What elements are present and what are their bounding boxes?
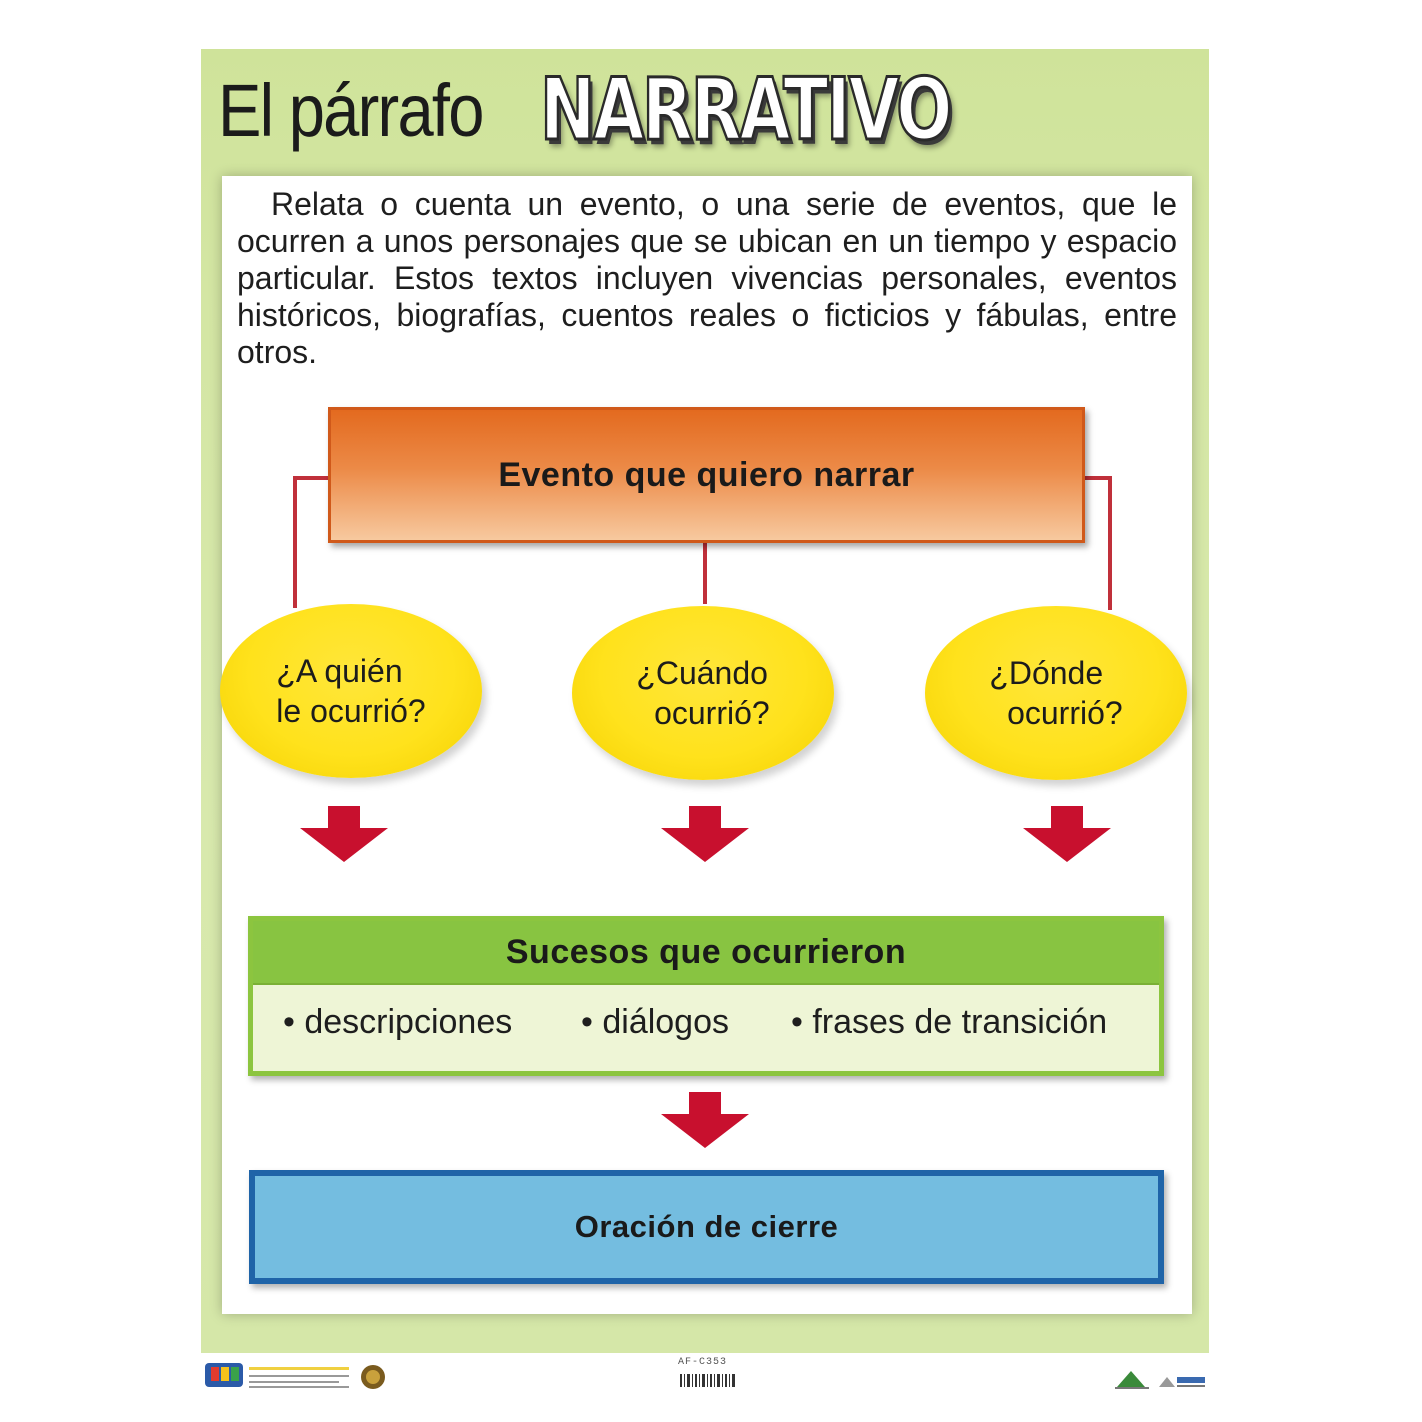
down-arrow-icon [1021,806,1113,864]
question-who-label: ¿A quién le ocurrió? [276,653,426,729]
question-bubble-when [572,606,834,780]
events-item-descriptions: • descripciones [283,1003,513,1041]
question-when-label: ¿Cuándo ocurrió? [636,655,770,731]
events-title: Sucesos que ocurrieron [505,932,907,971]
events-item-transitions: • frases de transición [791,1003,1108,1041]
intro-paragraph: Relata o cuenta un evento, o una serie de eventos, que le ocurren a unos personajes que se ubican en un tiempo y espacio particular. Estos textos incluyen vivencias personales, eventos históricos, biografías, cuentos reales o ficticios y fábulas, entre otros. [237,186,1177,370]
down-arrow-icon [659,806,751,864]
title-emphasis: NARRATIVO [540,60,951,160]
events-items [253,985,1159,1069]
question-bubble-where [925,606,1187,780]
question-where-label: ¿Dónde ocurrió? [989,655,1123,731]
events-header [253,921,1159,985]
publisher-info-block [249,1367,349,1388]
closing-box [249,1170,1164,1284]
barcode-icon [678,1373,738,1389]
partner-logo-left [1115,1371,1149,1389]
down-arrow-icon [659,1092,751,1150]
events-box [248,916,1164,1076]
footer-code: AF-C353 [678,1357,728,1368]
closing-label: Oración de cierre [574,1209,839,1244]
connector-left [295,478,328,608]
events-item-dialogues: • diálogos [581,1003,730,1041]
question-bubble-who [220,604,482,778]
publisher-logo [205,1363,243,1387]
event-box [328,407,1085,543]
down-arrow-icon [298,806,390,864]
event-label: Evento que quiero narrar [498,455,915,494]
connector-right [1085,478,1110,610]
partner-logo-right [1159,1377,1205,1387]
title-lead: El párrafo [218,68,483,152]
seal-icon [361,1365,385,1389]
